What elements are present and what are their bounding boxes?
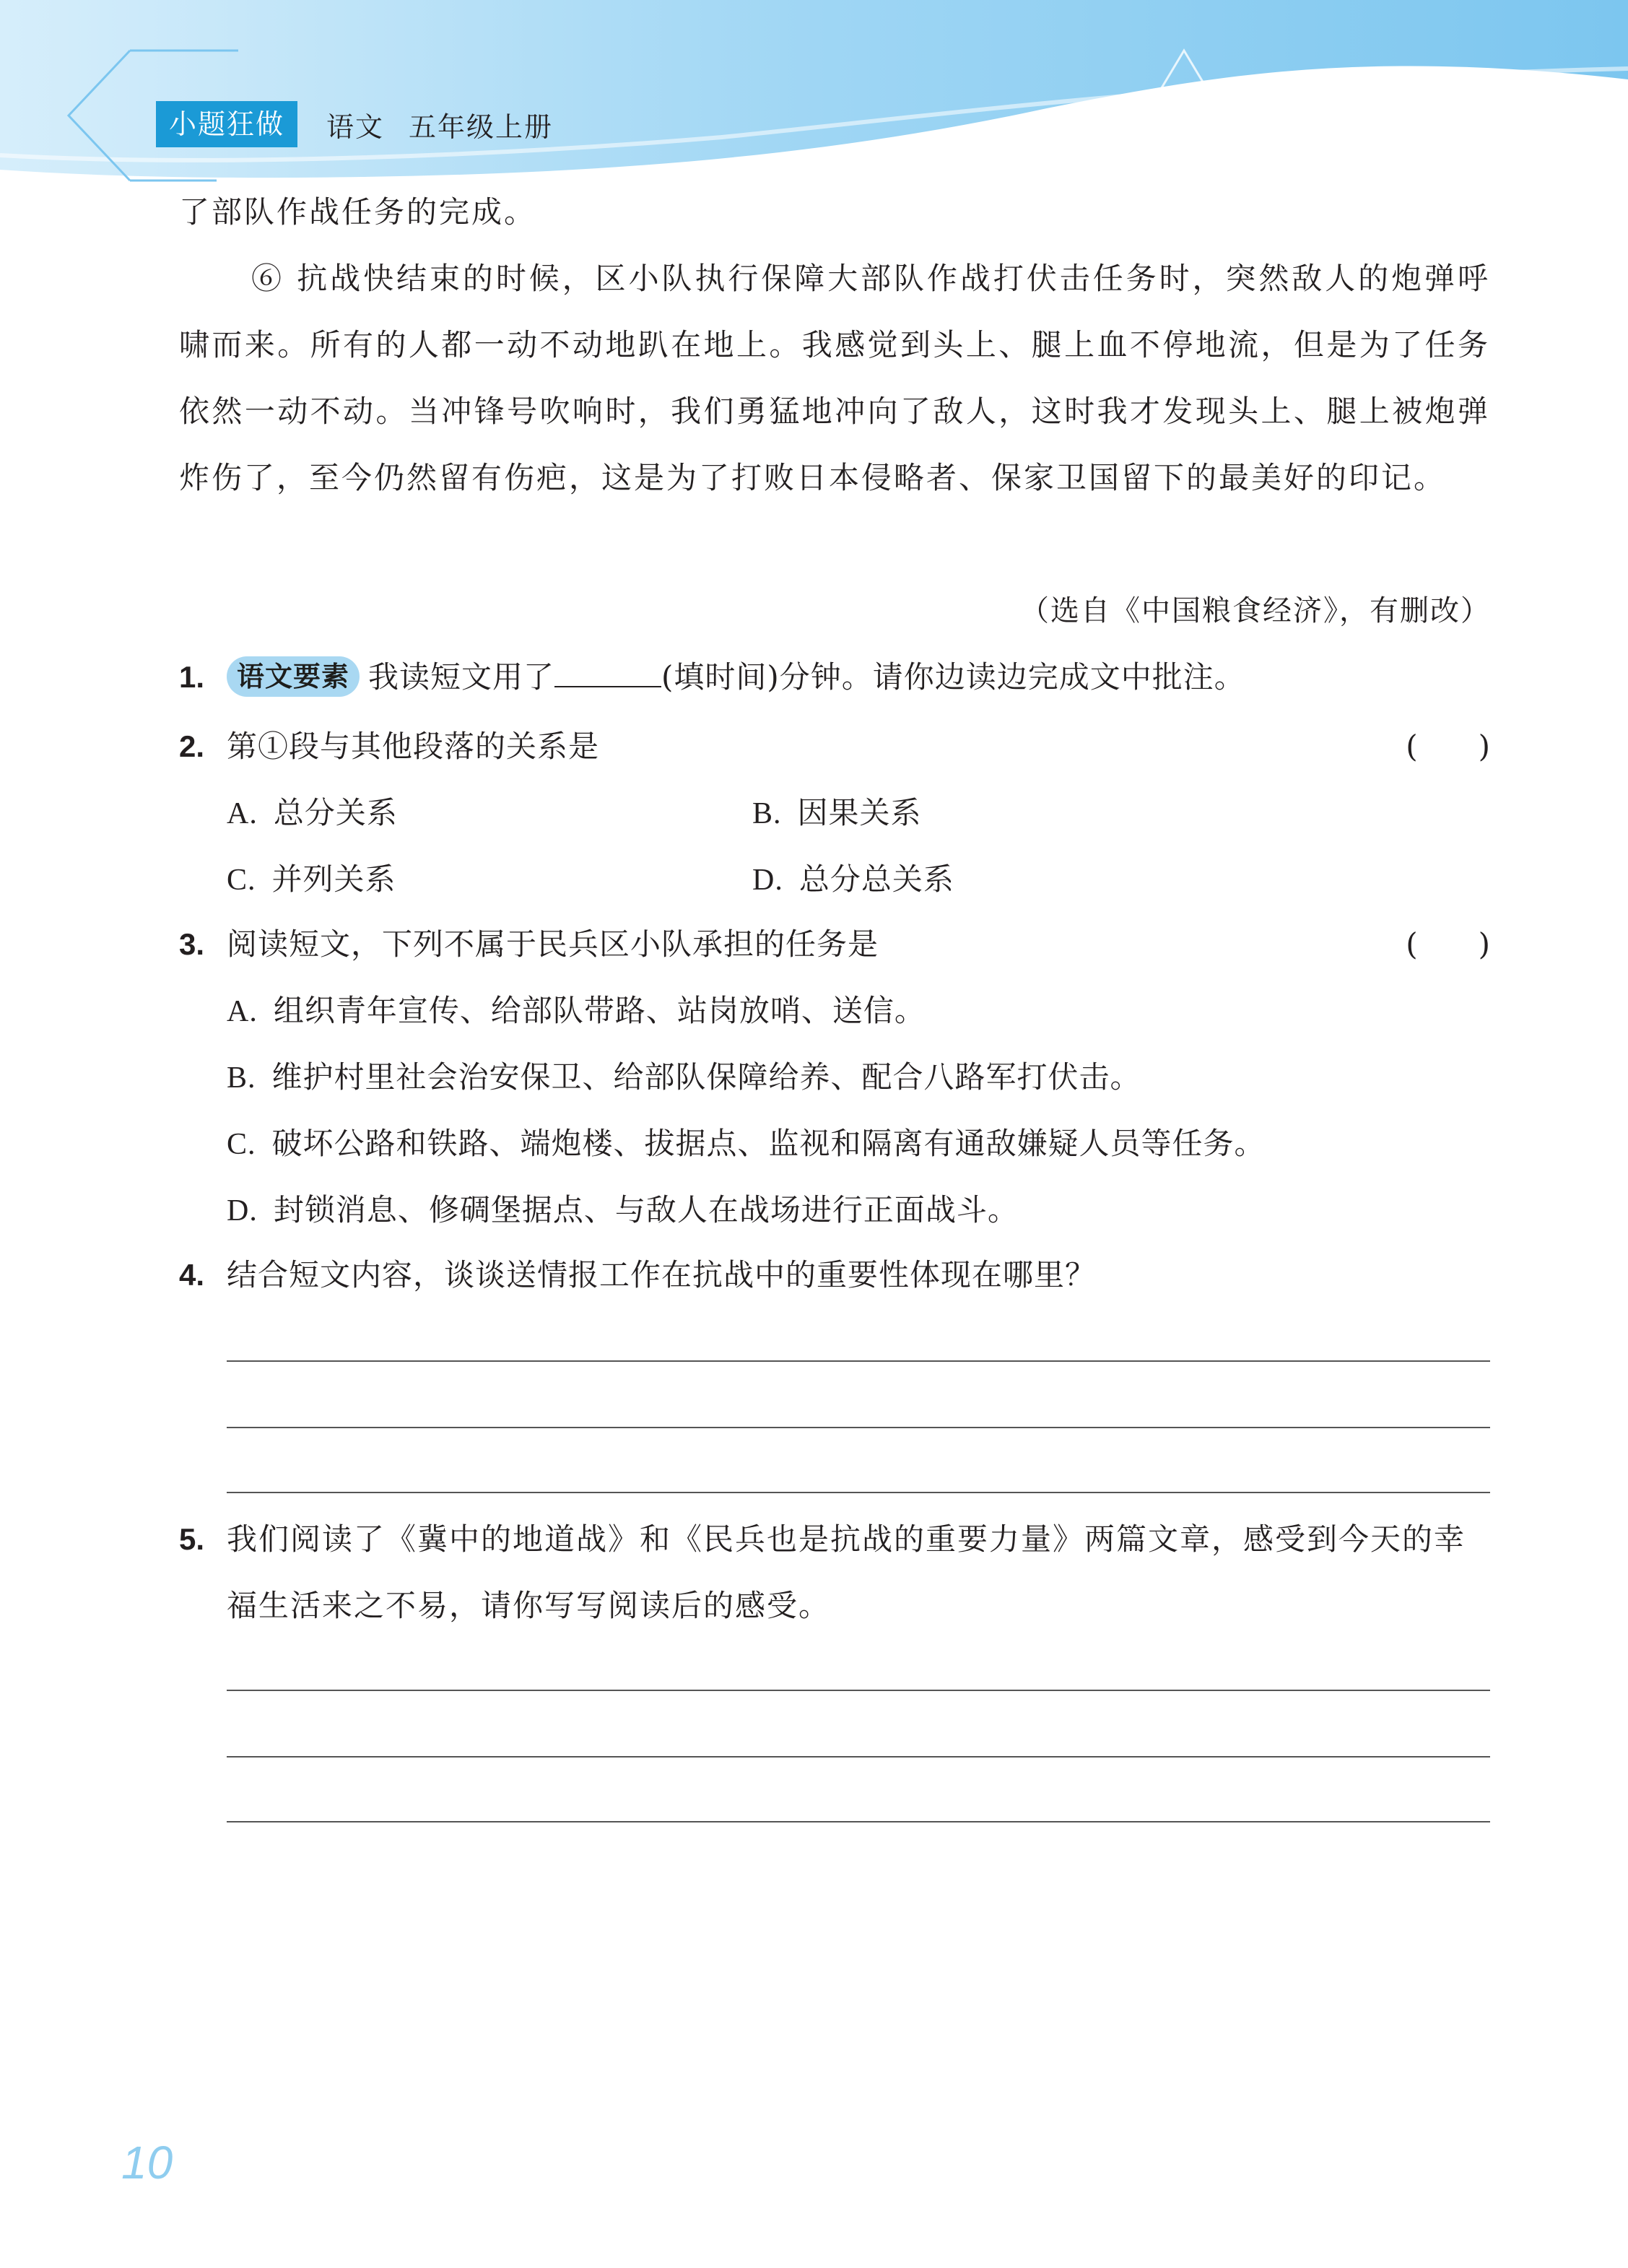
question-text	[227, 644, 1490, 711]
question-text: 第①段与其他段落的关系是	[227, 729, 600, 764]
option-a: A. 总分关系	[227, 795, 398, 830]
option-d: D. 总分总关系	[752, 861, 954, 897]
question-1	[179, 644, 1490, 711]
grade-label: 五年级上册	[409, 110, 554, 143]
question-number: 3.	[179, 927, 205, 961]
question-2	[179, 713, 1490, 780]
element-tag: 语文要素	[227, 656, 360, 697]
question-number: 4.	[179, 1258, 205, 1292]
option-a: A. 组织青年宣传、给部队带路、站岗放哨、送信。	[227, 993, 926, 1028]
passage-source: （选自《中国粮食经济》，有删改）	[1020, 594, 1491, 627]
question-3	[179, 911, 1490, 978]
question-5	[179, 1506, 1490, 1639]
passage-paragraph-6: ⑥ 抗战快结束的时候，区小队执行保障大部队作战打伏击任务时，突然敌人的炮弹呼啸而来。所有的人都一动不动地趴在地上。我感觉到头上、腿上血不停地流，但是为了任务依然一动不动。当冲锋号吹响时，我们勇猛地冲向了敌人，这时我才发现头上、腿上被炮弹炸伤了，至今仍然留有伤疤，这是为了打败日本侵略者、保家卫国留下的最美好的印记。	[179, 261, 1490, 495]
subject-label: 语文	[326, 110, 385, 143]
question-text: 我们阅读了《冀中的地道战》和《民兵也是抗战的重要力量》两篇文章，感受到今天的幸福生活来之不易，请你写写阅读后的感受。	[227, 1521, 1466, 1623]
answer-parentheses[interactable]: ( )	[1406, 729, 1490, 764]
option-c: C. 并列关系	[227, 861, 396, 897]
option-b: B. 因果关系	[752, 795, 922, 830]
question-number: 2.	[179, 729, 205, 763]
question-text: 结合短文内容，谈谈送情报工作在抗战中的重要性体现在哪里？	[227, 1257, 1097, 1292]
time-blank[interactable]	[554, 654, 661, 687]
question-text: 阅读短文，下列不属于民兵区小队承担的任务是	[227, 926, 879, 962]
option-b: B. 维护村里社会治安保卫、给部队保障给养、配合八路军打伏击。	[227, 1059, 1141, 1095]
answer-line[interactable]	[227, 1427, 1490, 1428]
answer-line[interactable]	[227, 1492, 1490, 1493]
answer-parentheses[interactable]: ( )	[1406, 926, 1490, 962]
brand-badge: 小题狂做	[156, 101, 297, 147]
question-text-after: (填时间)分钟。请你边读边完成文中批注。	[661, 659, 1245, 695]
answer-line[interactable]	[227, 1821, 1490, 1822]
answer-line[interactable]	[227, 1360, 1490, 1362]
question-number: 5.	[179, 1522, 205, 1556]
question-text-before: 我读短文用了	[368, 659, 555, 695]
question-4	[179, 1242, 1490, 1308]
page-number: 10	[121, 2137, 173, 2189]
question-number: 1.	[179, 660, 205, 694]
running-header	[156, 101, 553, 147]
answer-line[interactable]	[227, 1690, 1490, 1691]
answer-line[interactable]	[227, 1756, 1490, 1758]
passage-continuation: 了部队作战任务的完成。	[179, 194, 537, 230]
option-d: D. 封锁消息、修碉堡据点、与敌人在战场进行正面战斗。	[227, 1192, 1019, 1228]
option-c: C. 破坏公路和铁路、端炮楼、拔据点、监视和隔离有通敌嫌疑人员等任务。	[227, 1126, 1266, 1161]
